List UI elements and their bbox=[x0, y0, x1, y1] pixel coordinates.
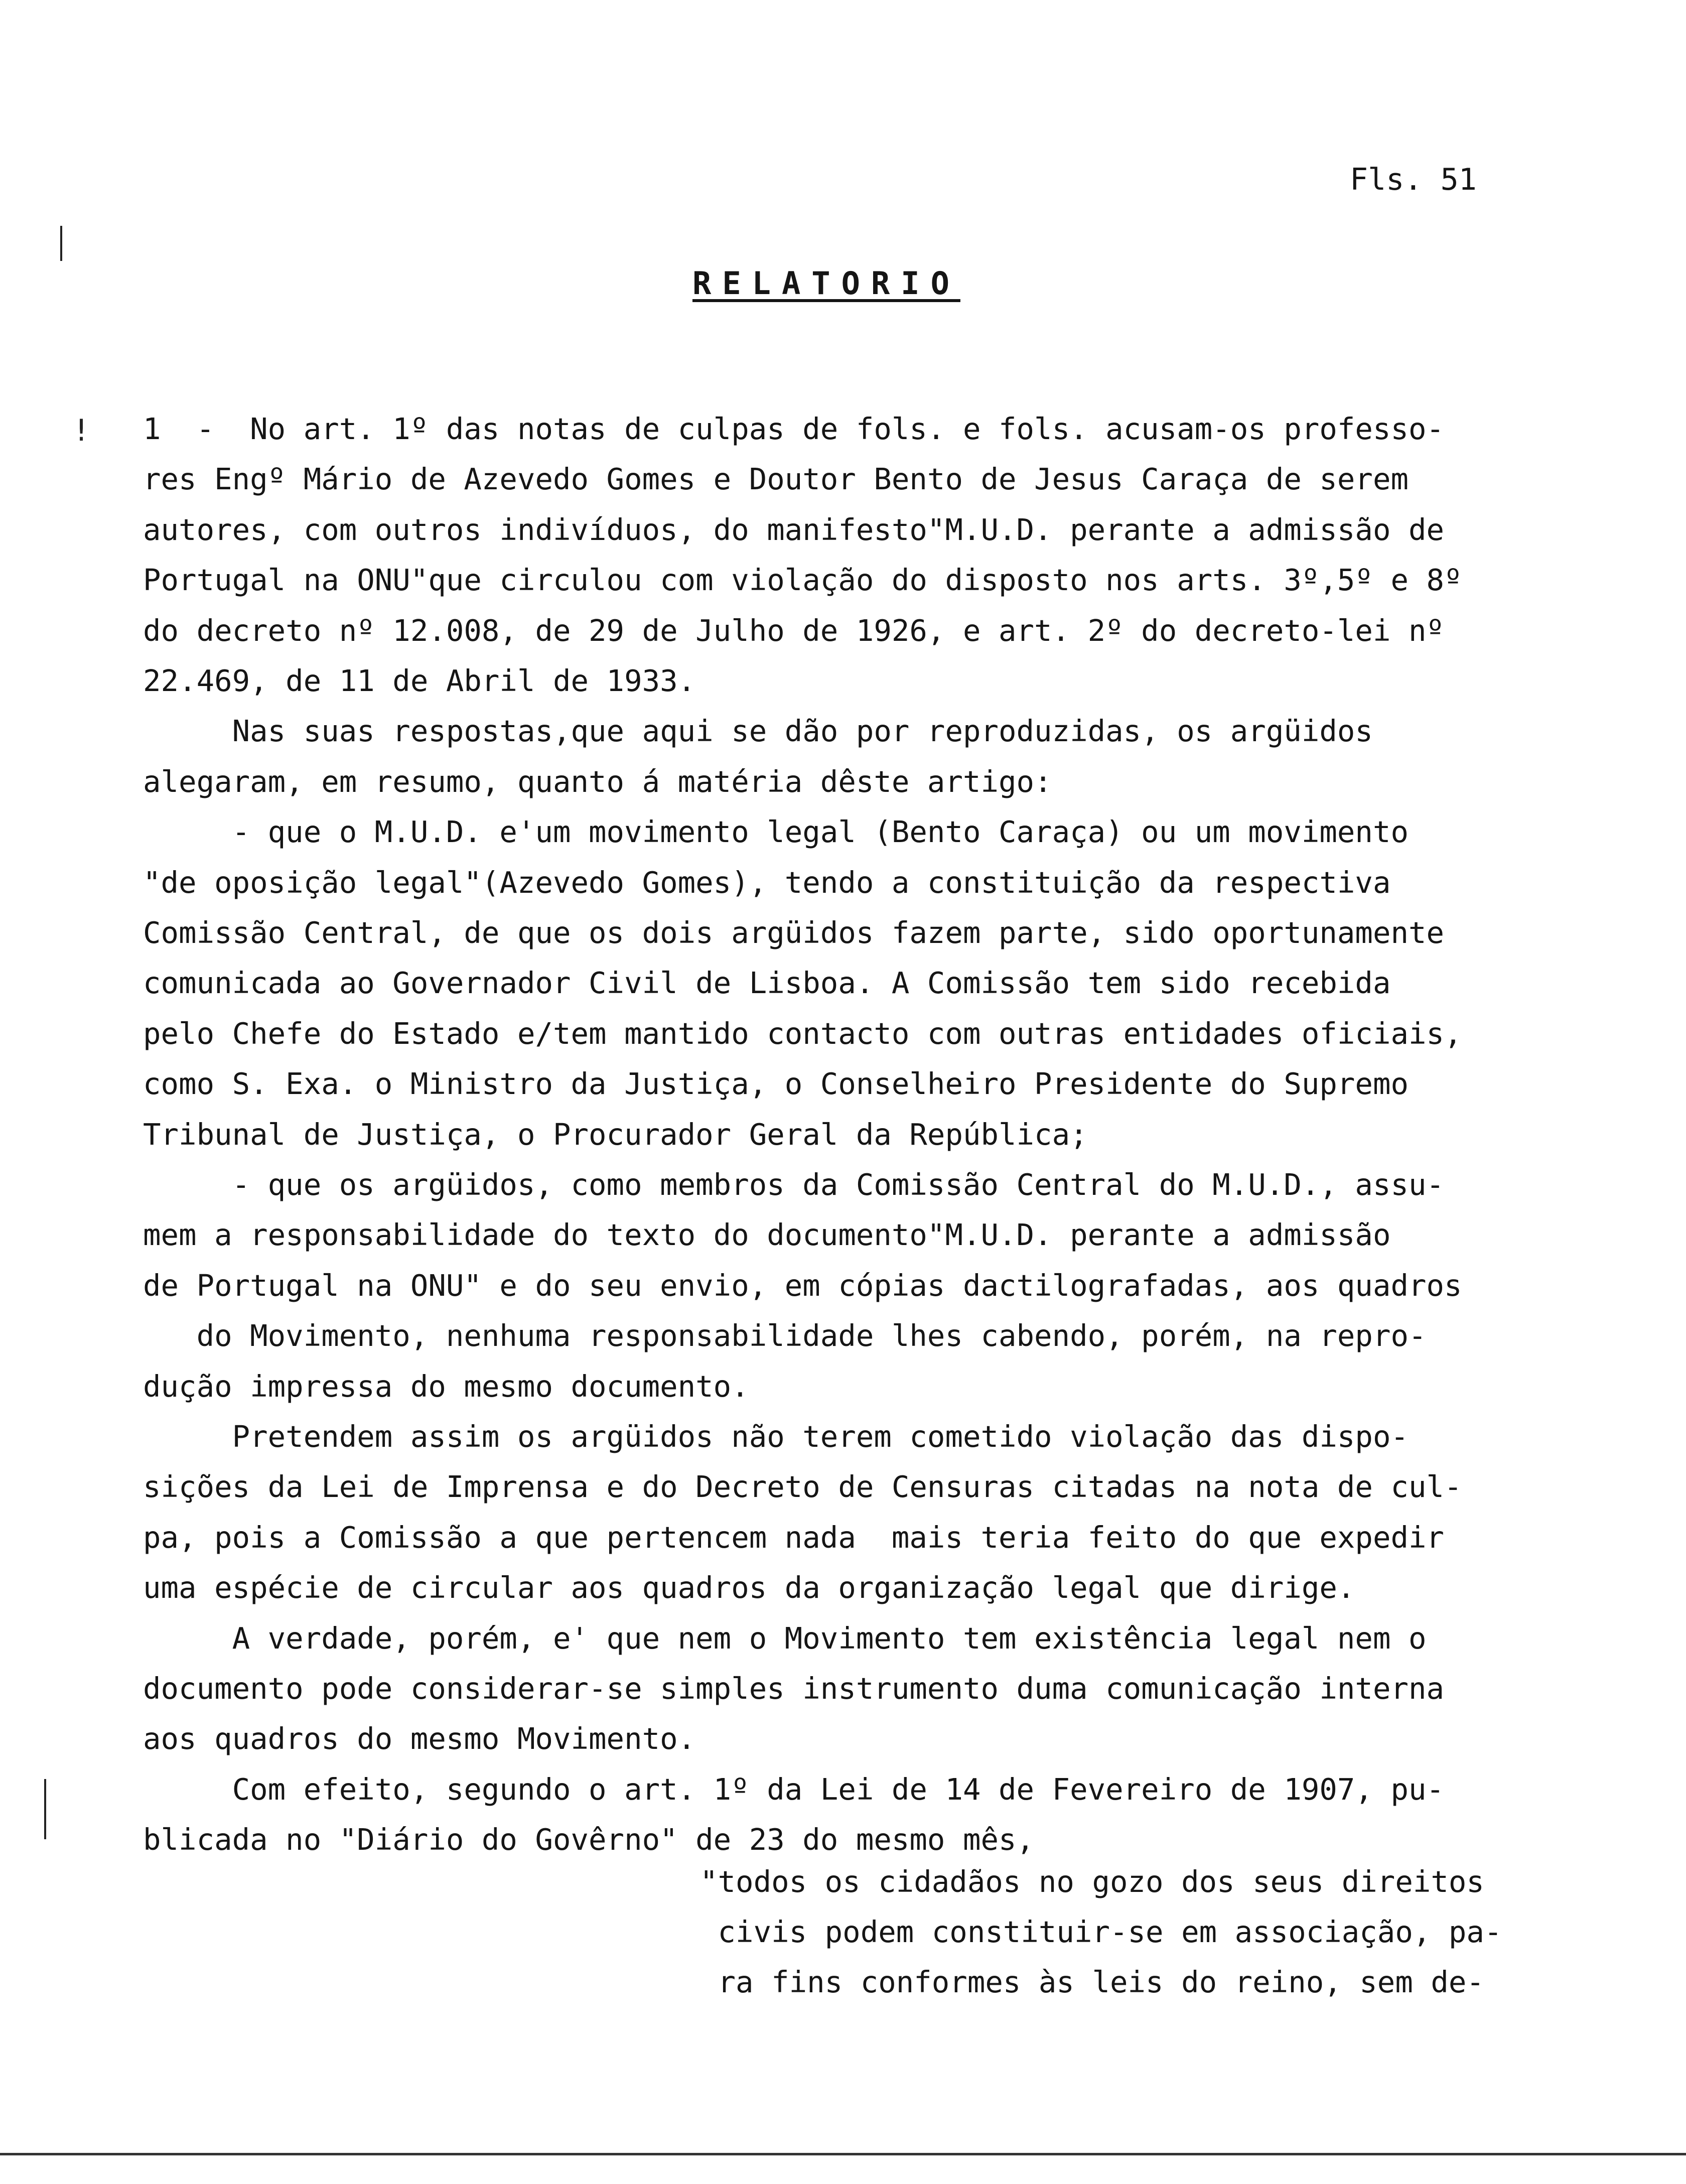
quote-line: civis podem constituir-se em associação, pa- bbox=[700, 1915, 1502, 1949]
bottom-rule bbox=[0, 2153, 1686, 2155]
body-line: Portugal na ONU"que circulou com violação do disposto nos arts. 3º,5º e 8º bbox=[143, 563, 1462, 597]
body-line: do decreto nº 12.008, de 29 de Julho de 1926, e art. 2º do decreto-lei nº bbox=[143, 613, 1445, 648]
body-line: do Movimento, nenhuma responsabilidade lhes cabendo, porém, na repro- bbox=[143, 1318, 1427, 1353]
body-line: Com efeito, segundo o art. 1º da Lei de 14 de Fevereiro de 1907, pu- bbox=[143, 1772, 1445, 1807]
margin-tick-top bbox=[60, 226, 62, 261]
body-line: blicada no "Diário do Govêrno" de 23 do mesmo mês, bbox=[143, 1822, 1035, 1857]
body-line: mem a responsabilidade do texto do documento"M.U.D. perante a admissão bbox=[143, 1217, 1391, 1252]
body-line: dução impressa do mesmo documento. bbox=[143, 1369, 749, 1404]
folio-number: Fls. 51 bbox=[1350, 162, 1477, 197]
body-line: 1 - No art. 1º das notas de culpas de fols. e fols. acusam-os professo- bbox=[143, 412, 1445, 446]
body-line: de Portugal na ONU" e do seu envio, em cópias dactilografadas, aos quadros bbox=[143, 1268, 1462, 1303]
body-line: pa, pois a Comissão a que pertencem nada mais teria feito do que expedir bbox=[143, 1520, 1445, 1555]
body-line: Nas suas respostas,que aqui se dão por reproduzidas, os argüidos bbox=[143, 714, 1373, 748]
body-line: Tribunal de Justiça, o Procurador Geral da República; bbox=[143, 1117, 1088, 1152]
body-line: sições da Lei de Imprensa e do Decreto de Censuras citadas na nota de cul- bbox=[143, 1469, 1462, 1504]
quote-line: "todos os cidadãos no gozo dos seus direitos bbox=[700, 1864, 1484, 1899]
body-line: "de oposição legal"(Azevedo Gomes), tendo a constituição da respectiva bbox=[143, 865, 1391, 900]
body-line: A verdade, porém, e' que nem o Movimento tem existência legal nem o bbox=[143, 1621, 1427, 1656]
document-title: RELATORIO bbox=[692, 265, 960, 302]
body-line: pelo Chefe do Estado e/tem mantido contacto com outras entidades oficiais, bbox=[143, 1016, 1462, 1051]
body-line: comunicada ao Governador Civil de Lisboa. A Comissão tem sido recebida bbox=[143, 966, 1391, 1000]
body-line: como S. Exa. o Ministro da Justiça, o Conselheiro Presidente do Supremo bbox=[143, 1066, 1409, 1101]
margin-bullet: ! bbox=[75, 413, 88, 448]
body-line: Comissão Central, de que os dois argüidos fazem parte, sido oportunamente bbox=[143, 915, 1445, 950]
body-line: Pretendem assim os argüidos não terem cometido violação das dispo- bbox=[143, 1419, 1409, 1454]
body-line: 22.469, de 11 de Abril de 1933. bbox=[143, 663, 696, 698]
margin-tick-bottom bbox=[44, 1779, 46, 1839]
body-line: documento pode considerar-se simples instrumento duma comunicação interna bbox=[143, 1671, 1445, 1706]
body-line: res Engº Mário de Azevedo Gomes e Doutor Bento de Jesus Caraça de serem bbox=[143, 462, 1409, 496]
body-line: - que o M.U.D. e'um movimento legal (Bento Caraça) ou um movimento bbox=[143, 814, 1409, 849]
body-line: aos quadros do mesmo Movimento. bbox=[143, 1721, 696, 1756]
body-line: - que os argüidos, como membros da Comissão Central do M.U.D., assu- bbox=[143, 1167, 1445, 1202]
body-line: autores, com outros indivíduos, do manifesto"M.U.D. perante a admissão de bbox=[143, 512, 1445, 547]
body-line: uma espécie de circular aos quadros da organização legal que dirige. bbox=[143, 1570, 1355, 1605]
quote-line: ra fins conformes às leis do reino, sem de- bbox=[700, 1965, 1484, 1999]
body-line: alegaram, em resumo, quanto á matéria dêste artigo: bbox=[143, 764, 1052, 799]
